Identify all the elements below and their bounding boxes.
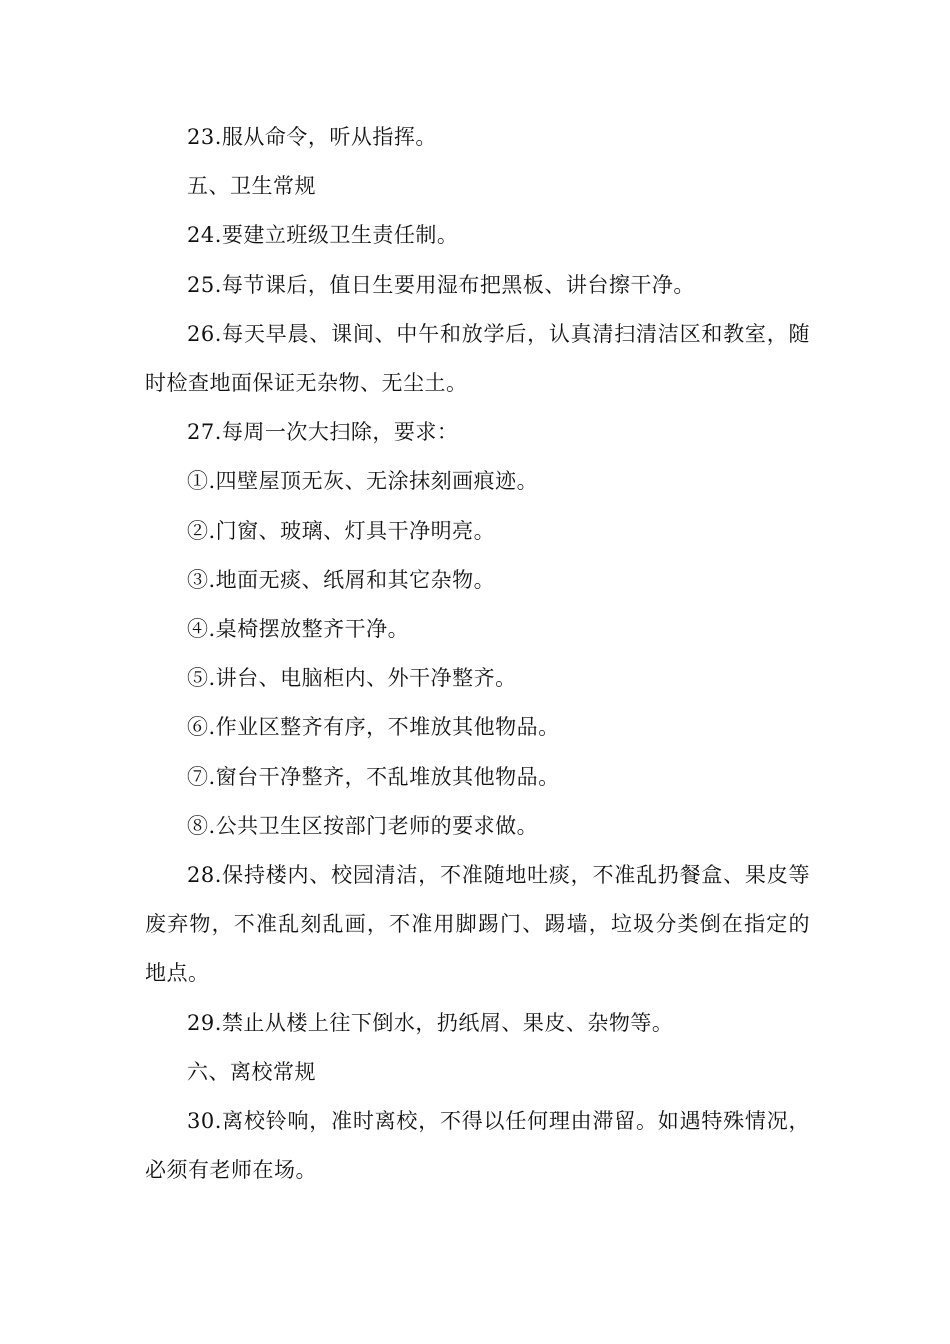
document-body — [145, 113, 810, 1195]
list-item-27-3: ③.地面无痰、纸屑和其它杂物。 — [187, 567, 496, 592]
section-heading-hygiene: 五、卫生常规 — [187, 174, 316, 199]
list-item-27-1: ①.四壁屋顶无灰、无涂抹刻画痕迹。 — [187, 469, 539, 494]
list-item-27-4: ④.桌椅摆放整齐干净。 — [187, 617, 410, 642]
list-item-27-5: ⑤.讲台、电脑柜内、外干净整齐。 — [187, 666, 517, 691]
paragraph-rule-28: 28.保持楼内、校园清洁，不准随地吐痰，不准乱扔餐盒、果皮等废弃物，不准乱刻乱画，不准用脚踢门、踢墙，垃圾分类倒在指定的地点。 — [145, 863, 810, 986]
paragraph-rule-30: 30.离校铃响，准时离校，不得以任何理由滞留。如遇特殊情况，必须有老师在场。 — [145, 1109, 810, 1183]
paragraph-rule-29: 29.禁止从楼上往下倒水，扔纸屑、果皮、杂物等。 — [187, 1010, 674, 1035]
paragraph-rule-23: 23.服从命令，听从指挥。 — [187, 125, 437, 149]
paragraph-rule-24: 24.要建立班级卫生责任制。 — [187, 223, 459, 248]
list-item-27-6: ⑥.作业区整齐有序，不堆放其他物品。 — [187, 715, 560, 740]
list-item-27-7: ⑦.窗台干净整齐，不乱堆放其他物品。 — [187, 764, 560, 789]
section-heading-leaving-school: 六、离校常规 — [187, 1059, 316, 1084]
paragraph-rule-27: 27.每周一次大扫除，要求： — [187, 420, 459, 445]
paragraph-rule-26: 26.每天早晨、课间、中午和放学后，认真清扫清洁区和教室，随时检查地面保证无杂物、无尘土。 — [145, 321, 810, 396]
paragraph-rule-25: 25.每节课后，值日生要用湿布把黑板、讲台擦干净。 — [187, 272, 695, 297]
list-item-27-8: ⑧.公共卫生区按部门老师的要求做。 — [187, 813, 539, 838]
list-item-27-2: ②.门窗、玻璃、灯具干净明亮。 — [187, 518, 496, 543]
